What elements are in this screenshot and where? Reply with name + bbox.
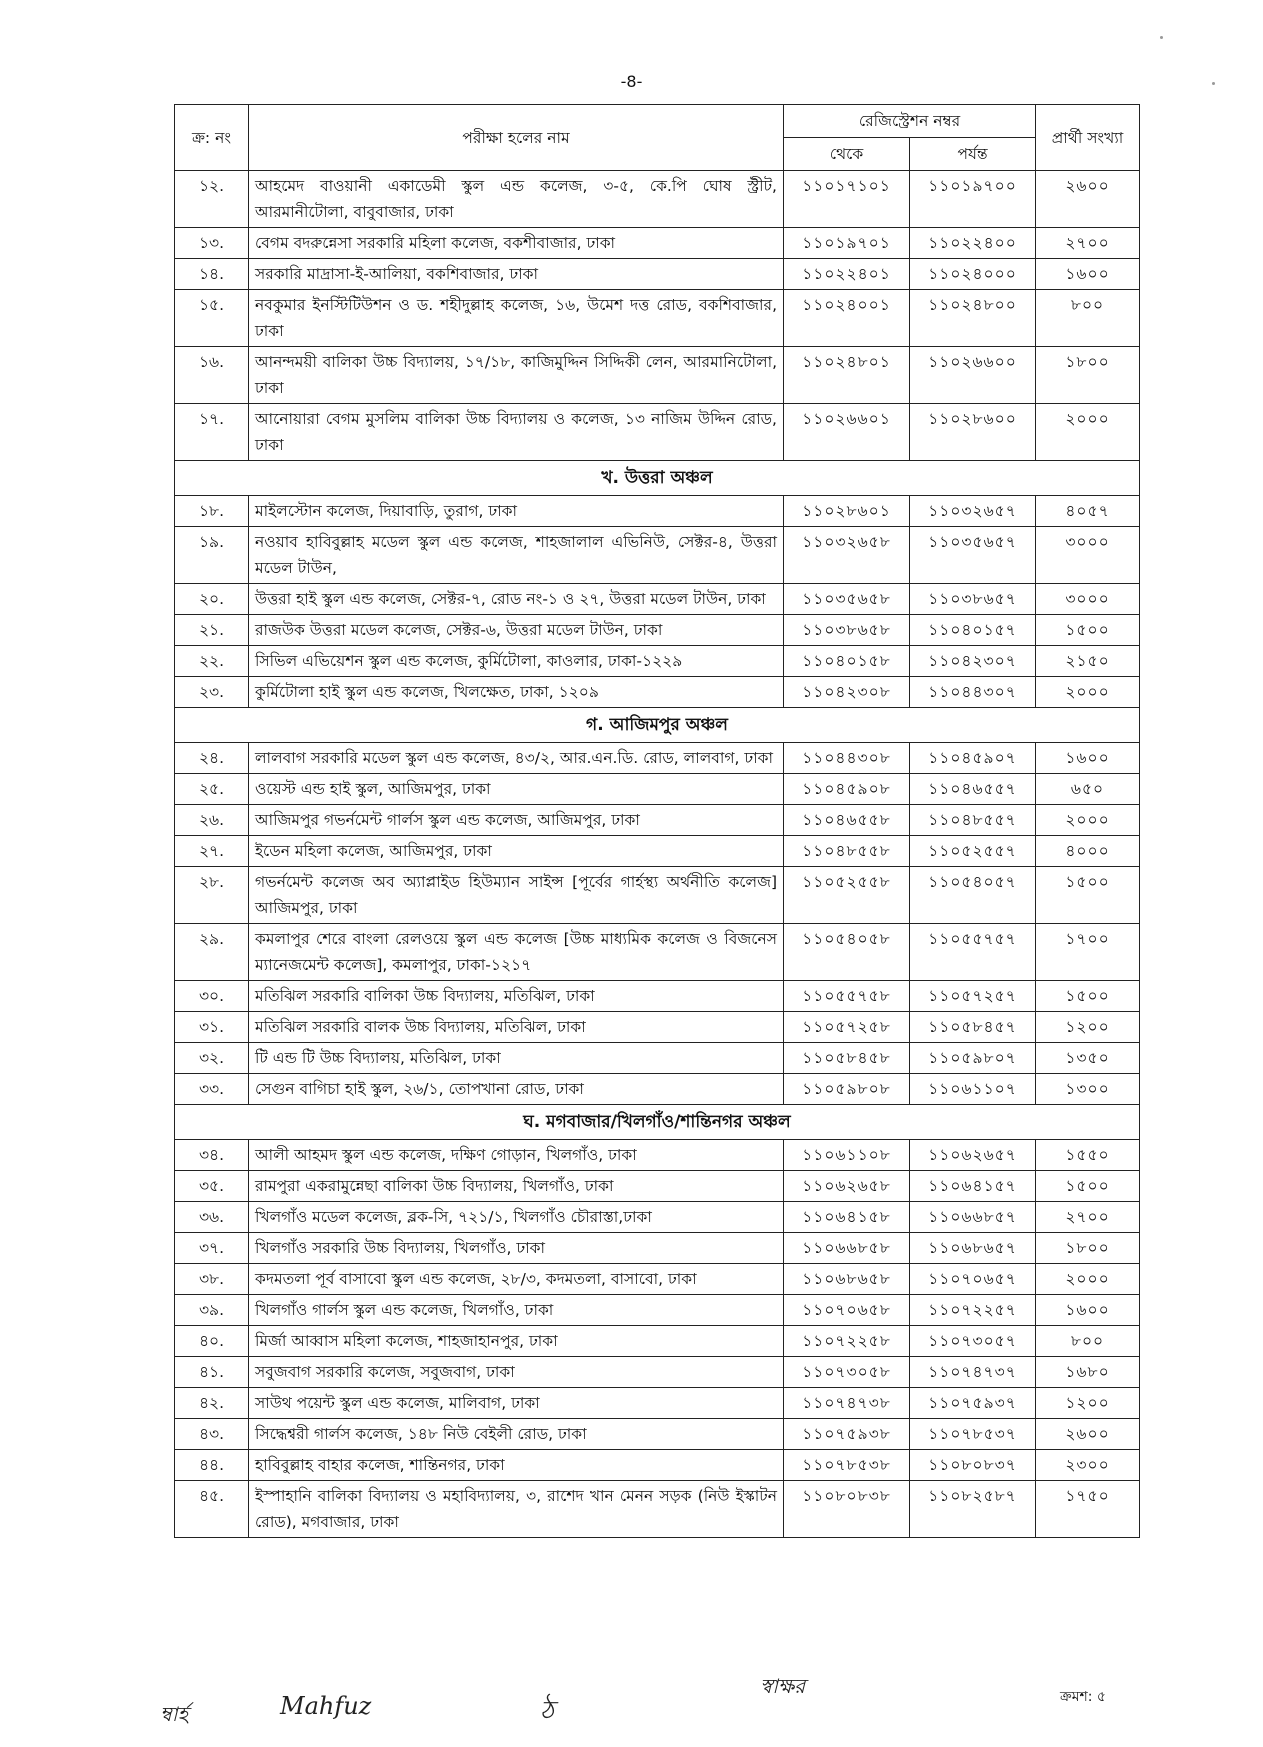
reg-from-cell: ১১০৫৭২৫৮ <box>784 1012 910 1043</box>
reg-from-cell: ১১০৫৫৭৫৮ <box>784 981 910 1012</box>
serial-cell: ২৩. <box>175 677 249 708</box>
serial-cell: ১২. <box>175 171 249 228</box>
table-row <box>175 981 1140 1012</box>
signature-1: ম্বার্হ <box>160 1702 189 1726</box>
candidate-count-cell: ২৭০০ <box>1036 1202 1140 1233</box>
reg-to-cell: ১১০৫২৫৫৭ <box>910 836 1036 867</box>
reg-from-cell: ১১০৪৪৩০৮ <box>784 743 910 774</box>
hall-name-cell: রামপুরা একরামুন্নেছা বালিকা উচ্চ বিদ্যালয়, খিলগাঁও, ঢাকা <box>249 1171 784 1202</box>
reg-from-cell: ১১০১৯৭০১ <box>784 228 910 259</box>
serial-cell: ১৮. <box>175 496 249 527</box>
table-row <box>175 743 1140 774</box>
candidate-count-cell: ১৫৫০ <box>1036 1140 1140 1171</box>
header-registration: রেজিস্ট্রেশন নম্বর <box>784 105 1036 138</box>
serial-cell: ২১. <box>175 615 249 646</box>
page-number: -8- <box>620 72 643 91</box>
serial-cell: ২৮. <box>175 867 249 924</box>
table-row <box>175 1074 1140 1105</box>
reg-from-cell: ১১০৪০১৫৮ <box>784 646 910 677</box>
reg-from-cell: ১১০৭৫৯৩৮ <box>784 1419 910 1450</box>
hall-name-cell: টি এন্ড টি উচ্চ বিদ্যালয়, মতিঝিল, ঢাকা <box>249 1043 784 1074</box>
table-body <box>175 171 1140 1538</box>
reg-to-cell: ১১০৬৬৮৫৭ <box>910 1202 1036 1233</box>
serial-cell: ৩২. <box>175 1043 249 1074</box>
reg-to-cell: ১১০২৪০০০ <box>910 259 1036 290</box>
reg-to-cell: ১১০৭২২৫৭ <box>910 1295 1036 1326</box>
hall-name-cell: মতিঝিল সরকারি বালক উচ্চ বিদ্যালয়, মতিঝিল, ঢাকা <box>249 1012 784 1043</box>
signature-2: Mahfuz <box>280 1692 372 1720</box>
reg-to-cell: ১১০৭৫৯৩৭ <box>910 1388 1036 1419</box>
reg-from-cell: ১১০৪৮৫৫৮ <box>784 836 910 867</box>
serial-cell: ৩৯. <box>175 1295 249 1326</box>
serial-cell: ৩৬. <box>175 1202 249 1233</box>
reg-to-cell: ১১০৪৮৫৫৭ <box>910 805 1036 836</box>
hall-name-cell: খিলগাঁও সরকারি উচ্চ বিদ্যালয়, খিলগাঁও, ঢাকা <box>249 1233 784 1264</box>
candidate-count-cell: ২৬০০ <box>1036 171 1140 228</box>
table-row <box>175 677 1140 708</box>
reg-from-cell: ১১০৬৮৬৫৮ <box>784 1264 910 1295</box>
reg-from-cell: ১১০৬৬৮৫৮ <box>784 1233 910 1264</box>
candidate-count-cell: ৬৫০ <box>1036 774 1140 805</box>
exam-hall-table <box>174 104 1140 1538</box>
reg-to-cell: ১১০৫৭২৫৭ <box>910 981 1036 1012</box>
hall-name-cell: কদমতলা পূর্ব বাসাবো স্কুল এন্ড কলেজ, ২৮/৩, কদমতলা, বাসাবো, ঢাকা <box>249 1264 784 1295</box>
reg-to-cell: ১১০৩২৬৫৭ <box>910 496 1036 527</box>
table-row <box>175 1202 1140 1233</box>
serial-cell: ৩৭. <box>175 1233 249 1264</box>
reg-from-cell: ১১০৬১১০৮ <box>784 1140 910 1171</box>
table-row <box>175 404 1140 461</box>
reg-to-cell: ১১০৪৪৩০৭ <box>910 677 1036 708</box>
table-row <box>175 347 1140 404</box>
hall-name-cell: আজিমপুর গভর্নমেন্ট গার্লস স্কুল এন্ড কলেজ, আজিমপুর, ঢাকা <box>249 805 784 836</box>
candidate-count-cell: ২০০০ <box>1036 404 1140 461</box>
hall-name-cell: ইডেন মহিলা কলেজ, আজিমপুর, ঢাকা <box>249 836 784 867</box>
reg-to-cell: ১১০১৯৭০০ <box>910 171 1036 228</box>
table-row <box>175 1012 1140 1043</box>
reg-to-cell: ১১০৮০৮৩৭ <box>910 1450 1036 1481</box>
hall-name-cell: সরকারি মাদ্রাসা-ই-আলিয়া, বকশিবাজার, ঢাকা <box>249 259 784 290</box>
table-row <box>175 1388 1140 1419</box>
serial-cell: ১৫. <box>175 290 249 347</box>
reg-to-cell: ১১০৫৪০৫৭ <box>910 867 1036 924</box>
reg-to-cell: ১১০৩৫৬৫৭ <box>910 527 1036 584</box>
hall-name-cell: হাবিবুল্লাহ বাহার কলেজ, শান্তিনগর, ঢাকা <box>249 1450 784 1481</box>
candidate-count-cell: ২৬০০ <box>1036 1419 1140 1450</box>
table-row <box>175 1481 1140 1538</box>
candidate-count-cell: ১৫০০ <box>1036 981 1140 1012</box>
candidate-count-cell: ১৮০০ <box>1036 347 1140 404</box>
table-row <box>175 228 1140 259</box>
reg-to-cell: ১১০৫৫৭৫৭ <box>910 924 1036 981</box>
table-row <box>175 1043 1140 1074</box>
serial-cell: ৪৫. <box>175 1481 249 1538</box>
candidate-count-cell: ১৫০০ <box>1036 867 1140 924</box>
reg-to-cell: ১১০৬৮৬৫৭ <box>910 1233 1036 1264</box>
hall-name-cell: রাজউক উত্তরা মডেল কলেজ, সেক্টর-৬, উত্তরা মডেল টাউন, ঢাকা <box>249 615 784 646</box>
candidate-count-cell: ১৬৮০ <box>1036 1357 1140 1388</box>
serial-cell: ৪২. <box>175 1388 249 1419</box>
serial-cell: ২৫. <box>175 774 249 805</box>
serial-cell: ৩০. <box>175 981 249 1012</box>
hall-name-cell: খিলগাঁও গার্লস স্কুল এন্ড কলেজ, খিলগাঁও, ঢাকা <box>249 1295 784 1326</box>
reg-from-cell: ১১০২৮৬০১ <box>784 496 910 527</box>
zone-heading-row <box>175 708 1140 743</box>
hall-name-cell: মাইলস্টোন কলেজ, দিয়াবাড়ি, তুরাগ, ঢাকা <box>249 496 784 527</box>
reg-from-cell: ১১০২৬৬০১ <box>784 404 910 461</box>
reg-to-cell: ১১০২৬৬০০ <box>910 347 1036 404</box>
candidate-count-cell: ১৩৫০ <box>1036 1043 1140 1074</box>
candidate-count-cell: ২০০০ <box>1036 677 1140 708</box>
reg-to-cell: ১১০৫৯৮০৭ <box>910 1043 1036 1074</box>
reg-to-cell: ১১০২২৪০০ <box>910 228 1036 259</box>
reg-to-cell: ১১০৪৬৫৫৭ <box>910 774 1036 805</box>
reg-from-cell: ১১০৩৫৬৫৮ <box>784 584 910 615</box>
table-header-row <box>175 105 1140 138</box>
serial-cell: ৪৩. <box>175 1419 249 1450</box>
reg-to-cell: ১১০৪২৩০৭ <box>910 646 1036 677</box>
serial-cell: ২৪. <box>175 743 249 774</box>
zone-title: খ. উত্তরা অঞ্চল <box>175 461 1140 496</box>
hall-name-cell: নবকুমার ইনস্টিটিউশন ও ড. শহীদুল্লাহ কলেজ, ১৬, উমেশ দত্ত রোড, বকশিবাজার, ঢাকা <box>249 290 784 347</box>
hall-name-cell: বেগম বদরুন্নেসা সরকারি মহিলা কলেজ, বকশীবাজার, ঢাকা <box>249 228 784 259</box>
table-row <box>175 584 1140 615</box>
reg-from-cell: ১১০৪২৩০৮ <box>784 677 910 708</box>
candidate-count-cell: ১২০০ <box>1036 1012 1140 1043</box>
serial-cell: ৩৩. <box>175 1074 249 1105</box>
zone-title: গ. আজিমপুর অঞ্চল <box>175 708 1140 743</box>
candidate-count-cell: ২০০০ <box>1036 805 1140 836</box>
reg-from-cell: ১১০৩৮৬৫৮ <box>784 615 910 646</box>
candidate-count-cell: ২৩০০ <box>1036 1450 1140 1481</box>
hall-name-cell: সবুজবাগ সরকারি কলেজ, সবুজবাগ, ঢাকা <box>249 1357 784 1388</box>
table-row <box>175 290 1140 347</box>
serial-cell: ২০. <box>175 584 249 615</box>
signature-4: স্বাক্ষর <box>760 1674 806 1698</box>
scan-speck <box>1160 36 1163 39</box>
reg-from-cell: ১১০৫২৫৫৮ <box>784 867 910 924</box>
table-row <box>175 646 1140 677</box>
reg-to-cell: ১১০৬২৬৫৭ <box>910 1140 1036 1171</box>
header-serial: ক্র: নং <box>175 105 249 171</box>
table-row <box>175 1357 1140 1388</box>
hall-name-cell: আলী আহমদ স্কুল এন্ড কলেজ, দক্ষিণ গোড়ান, খিলগাঁও, ঢাকা <box>249 1140 784 1171</box>
reg-from-cell: ১১০৭৮৫৩৮ <box>784 1450 910 1481</box>
reg-to-cell: ১১০৭০৬৫৭ <box>910 1264 1036 1295</box>
table-row <box>175 259 1140 290</box>
serial-cell: ৩৮. <box>175 1264 249 1295</box>
table-row <box>175 836 1140 867</box>
table-row <box>175 615 1140 646</box>
reg-to-cell: ১১০৫৮৪৫৭ <box>910 1012 1036 1043</box>
candidate-count-cell: ১৫০০ <box>1036 1171 1140 1202</box>
header-hall-name: পরীক্ষা হলের নাম <box>249 105 784 171</box>
candidate-count-cell: ২১৫০ <box>1036 646 1140 677</box>
table-row <box>175 805 1140 836</box>
hall-name-cell: ইস্পাহানি বালিকা বিদ্যালয় ও মহাবিদ্যালয়, ৩, রাশেদ খান মেনন সড়ক (নিউ ইস্কাটন রোড), মগবাজার, ঢাকা <box>249 1481 784 1538</box>
table-row <box>175 1295 1140 1326</box>
reg-from-cell: ১১০২৪৮০১ <box>784 347 910 404</box>
candidate-count-cell: ২০০০ <box>1036 1264 1140 1295</box>
hall-name-cell: কমলাপুর শেরে বাংলা রেলওয়ে স্কুল এন্ড কলেজ [উচ্চ মাধ্যমিক কলেজ ও বিজনেস ম্যানেজমেন্ট কলেজ], কমলাপুর, ঢাকা-১২১৭ <box>249 924 784 981</box>
hall-name-cell: মির্জা আব্বাস মহিলা কলেজ, শাহজাহানপুর, ঢাকা <box>249 1326 784 1357</box>
candidate-count-cell: ১৭৫০ <box>1036 1481 1140 1538</box>
reg-from-cell: ১১০২৪০০১ <box>784 290 910 347</box>
serial-cell: ৩৫. <box>175 1171 249 1202</box>
reg-to-cell: ১১০২৮৬০০ <box>910 404 1036 461</box>
serial-cell: ৪১. <box>175 1357 249 1388</box>
candidate-count-cell: ৩০০০ <box>1036 584 1140 615</box>
reg-from-cell: ১১০৫৯৮০৮ <box>784 1074 910 1105</box>
serial-cell: ১৪. <box>175 259 249 290</box>
serial-cell: ১৯. <box>175 527 249 584</box>
serial-cell: ২৬. <box>175 805 249 836</box>
signature-3: ঠ <box>540 1696 554 1726</box>
reg-to-cell: ১১০৭৮৫৩৭ <box>910 1419 1036 1450</box>
zone-title: ঘ. মগবাজার/খিলগাঁও/শান্তিনগর অঞ্চল <box>175 1105 1140 1140</box>
serial-cell: ২৭. <box>175 836 249 867</box>
reg-to-cell: ১১০৬১১০৭ <box>910 1074 1036 1105</box>
serial-cell: ১৭. <box>175 404 249 461</box>
reg-to-cell: ১১০৪৫৯০৭ <box>910 743 1036 774</box>
candidate-count-cell: ১৭০০ <box>1036 924 1140 981</box>
reg-from-cell: ১১০৪৫৯০৮ <box>784 774 910 805</box>
hall-name-cell: সাউথ পয়েন্ট স্কুল এন্ড কলেজ, মালিবাগ, ঢাকা <box>249 1388 784 1419</box>
reg-to-cell: ১১০৭৪৭৩৭ <box>910 1357 1036 1388</box>
serial-cell: ৩৪. <box>175 1140 249 1171</box>
header-from: থেকে <box>784 138 910 171</box>
table-row <box>175 1233 1140 1264</box>
candidate-count-cell: ৩০০০ <box>1036 527 1140 584</box>
serial-cell: ২৯. <box>175 924 249 981</box>
reg-to-cell: ১১০৩৮৬৫৭ <box>910 584 1036 615</box>
table-row <box>175 1450 1140 1481</box>
table-row <box>175 1264 1140 1295</box>
table-row <box>175 496 1140 527</box>
hall-name-cell: উত্তরা হাই স্কুল এন্ড কলেজ, সেক্টর-৭, রোড নং-১ ও ২৭, উত্তরা মডেল টাউন, ঢাকা <box>249 584 784 615</box>
hall-name-cell: খিলগাঁও মডেল কলেজ, ব্লক-সি, ৭২১/১, খিলগাঁও চৌরাস্তা,ঢাকা <box>249 1202 784 1233</box>
reg-from-cell: ১১০৪৬৫৫৮ <box>784 805 910 836</box>
reg-to-cell: ১১০২৪৮০০ <box>910 290 1036 347</box>
reg-to-cell: ১১০৭৩০৫৭ <box>910 1326 1036 1357</box>
header-to: পর্যন্ত <box>910 138 1036 171</box>
table-row <box>175 867 1140 924</box>
hall-name-cell: আহমেদ বাওয়ানী একাডেমী স্কুল এন্ড কলেজ, ৩-৫, কে.পি ঘোষ স্ট্রীট, আরমানীটোলা, বাবুবাজার, ঢাকা <box>249 171 784 228</box>
candidate-count-cell: ৮০০ <box>1036 290 1140 347</box>
serial-cell: ১৩. <box>175 228 249 259</box>
serial-cell: ৩১. <box>175 1012 249 1043</box>
hall-name-cell: সিদ্ধেশ্বরী গার্লস কলেজ, ১৪৮ নিউ বেইলী রোড, ঢাকা <box>249 1419 784 1450</box>
serial-cell: ৪০. <box>175 1326 249 1357</box>
serial-cell: ২২. <box>175 646 249 677</box>
candidate-count-cell: ৮০০ <box>1036 1326 1140 1357</box>
candidate-count-cell: ১৬০০ <box>1036 1295 1140 1326</box>
serial-cell: ১৬. <box>175 347 249 404</box>
table-row <box>175 1140 1140 1171</box>
reg-to-cell: ১১০৪০১৫৭ <box>910 615 1036 646</box>
candidate-count-cell: ১৩০০ <box>1036 1074 1140 1105</box>
table-row <box>175 924 1140 981</box>
table-row <box>175 1419 1140 1450</box>
reg-from-cell: ১১০৮০৮৩৮ <box>784 1481 910 1538</box>
hall-name-cell: মতিঝিল সরকারি বালিকা উচ্চ বিদ্যালয়, মতিঝিল, ঢাকা <box>249 981 784 1012</box>
scan-speck <box>1212 82 1215 85</box>
reg-from-cell: ১১০৫৪০৫৮ <box>784 924 910 981</box>
header-candidates: প্রার্থী সংখ্যা <box>1036 105 1140 171</box>
reg-from-cell: ১১০১৭১০১ <box>784 171 910 228</box>
reg-from-cell: ১১০২২৪০১ <box>784 259 910 290</box>
hall-name-cell: আনোয়ারা বেগম মুসলিম বালিকা উচ্চ বিদ্যালয় ও কলেজ, ১৩ নাজিম উদ্দিন রোড, ঢাকা <box>249 404 784 461</box>
table-row <box>175 774 1140 805</box>
reg-from-cell: ১১০৩২৬৫৮ <box>784 527 910 584</box>
hall-name-cell: আনন্দময়ী বালিকা উচ্চ বিদ্যালয়, ১৭/১৮, কাজিমুদ্দিন সিদ্দিকী লেন, আরমানিটোলা, ঢাকা <box>249 347 784 404</box>
hall-name-cell: কুর্মিটোলা হাই স্কুল এন্ড কলেজ, খিলক্ষেত, ঢাকা, ১২০৯ <box>249 677 784 708</box>
zone-heading-row <box>175 1105 1140 1140</box>
reg-from-cell: ১১০৬৪১৫৮ <box>784 1202 910 1233</box>
table-row <box>175 171 1140 228</box>
candidate-count-cell: ১২০০ <box>1036 1388 1140 1419</box>
candidate-count-cell: ৪০৫৭ <box>1036 496 1140 527</box>
candidate-count-cell: ১৬০০ <box>1036 743 1140 774</box>
reg-from-cell: ১১০৭৩০৫৮ <box>784 1357 910 1388</box>
reg-from-cell: ১১০৬২৬৫৮ <box>784 1171 910 1202</box>
reg-from-cell: ১১০৭০৬৫৮ <box>784 1295 910 1326</box>
candidate-count-cell: ৪০০০ <box>1036 836 1140 867</box>
continued-note: ক্রমশ: ৫ <box>1060 1689 1107 1705</box>
candidate-count-cell: ১৬০০ <box>1036 259 1140 290</box>
hall-name-cell: গভর্নমেন্ট কলেজ অব অ্যাপ্লাইড হিউম্যান সাইন্স [পূর্বের গার্হস্থ্য অর্থনীতি কলেজ] আজিমপুর, ঢাকা <box>249 867 784 924</box>
candidate-count-cell: ১৫০০ <box>1036 615 1140 646</box>
reg-from-cell: ১১০৭৪৭৩৮ <box>784 1388 910 1419</box>
zone-heading-row <box>175 461 1140 496</box>
hall-name-cell: লালবাগ সরকারি মডেল স্কুল এন্ড কলেজ, ৪৩/২, আর.এন.ডি. রোড, লালবাগ, ঢাকা <box>249 743 784 774</box>
candidate-count-cell: ১৮০০ <box>1036 1233 1140 1264</box>
reg-to-cell: ১১০৮২৫৮৭ <box>910 1481 1036 1538</box>
table-row <box>175 527 1140 584</box>
hall-name-cell: সেগুন বাগিচা হাই স্কুল, ২৬/১, তোপখানা রোড, ঢাকা <box>249 1074 784 1105</box>
hall-name-cell: নওয়াব হাবিবুল্লাহ মডেল স্কুল এন্ড কলেজ, শাহজালাল এভিনিউ, সেক্টর-৪, উত্তরা মডেল টাউন, <box>249 527 784 584</box>
table-row <box>175 1171 1140 1202</box>
table-row <box>175 1326 1140 1357</box>
reg-to-cell: ১১০৬৪১৫৭ <box>910 1171 1036 1202</box>
reg-from-cell: ১১০৭২২৫৮ <box>784 1326 910 1357</box>
candidate-count-cell: ২৭০০ <box>1036 228 1140 259</box>
hall-name-cell: ওয়েস্ট এন্ড হাই স্কুল, আজিমপুর, ঢাকা <box>249 774 784 805</box>
reg-from-cell: ১১০৫৮৪৫৮ <box>784 1043 910 1074</box>
hall-name-cell: সিভিল এভিয়েশন স্কুল এন্ড কলেজ, কুর্মিটোলা, কাওলার, ঢাকা-১২২৯ <box>249 646 784 677</box>
serial-cell: ৪৪. <box>175 1450 249 1481</box>
